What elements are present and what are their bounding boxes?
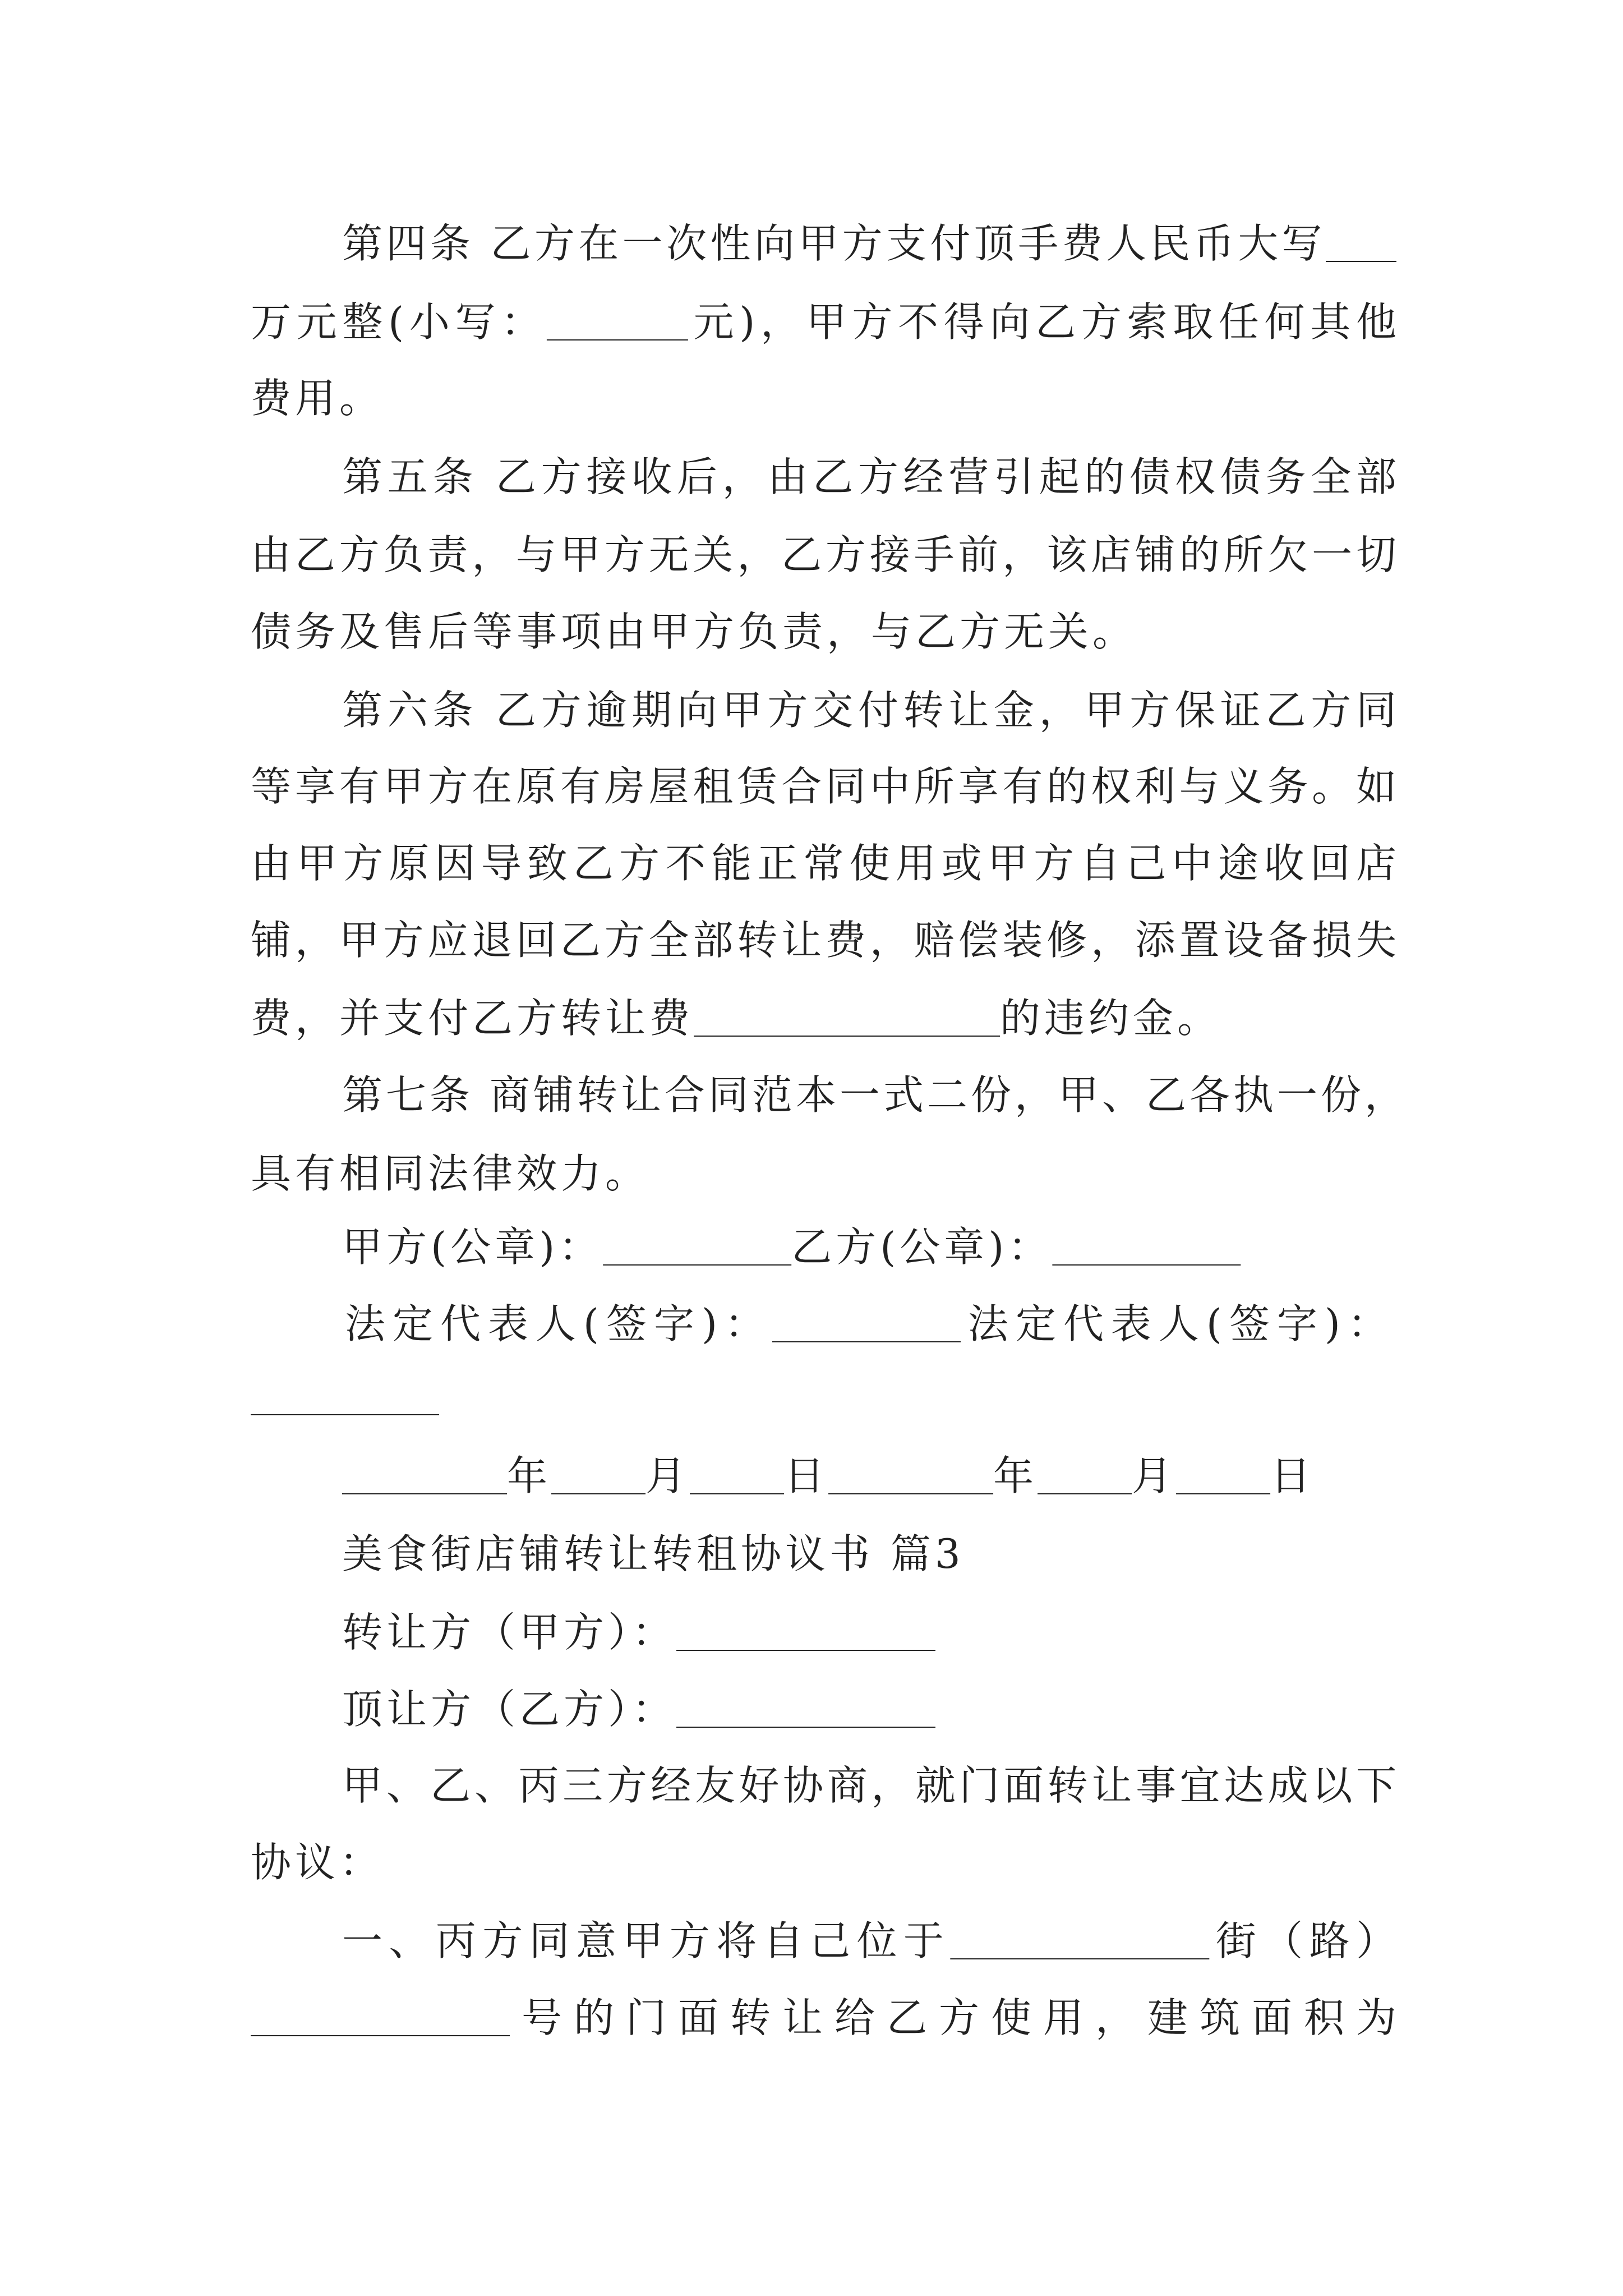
date-line: 年 月 日 年 月 日 [342,1451,1315,1501]
blank-field [342,1452,507,1499]
blank-field [603,1223,791,1271]
blank-field [1176,1452,1270,1499]
clause-6-line: 费，并支付乙方转让费 的违约金。 [251,995,1222,1042]
blank-field [547,298,688,346]
blank-field [676,1686,935,1733]
blank-field [1052,1223,1241,1271]
blank-field [251,1994,510,2041]
clause-6-line: 第六条 乙方逾期向甲方交付转让金，甲方保证乙方同 [342,687,1396,734]
blank-field [690,1452,784,1499]
representative-signature-line: 法定代表人(签字)： 法定代表人(签字)： [345,1300,1388,1347]
item-1-line: 一、丙方同意甲方将自己位于 街（路） [342,1917,1396,1964]
blank-field [694,995,1000,1042]
blank-field [676,1609,935,1656]
blank-field [1038,1452,1132,1499]
preamble-line: 协议： [251,1839,384,1886]
blank-field [551,1452,645,1499]
blank-field [950,1917,1209,1964]
clause-4-line: 费用。 [251,375,384,422]
clause-6-line: 等享有甲方在原有房屋租赁合同中所享有的权利与义务。如 [251,763,1396,810]
transferor-line: 转让方（甲方）： [342,1607,935,1658]
blank-field [772,1300,961,1347]
clause-5-line: 债务及售后等事项由甲方负责，与乙方无关。 [251,608,1137,655]
blank-field [1326,220,1396,267]
item-1-line: 号的门面转让给乙方使用，建筑面积为 [251,1993,1396,2043]
clause-7-line: 第七条 商铺转让合同范本一式二份，甲、乙各执一份， [342,1071,1405,1119]
preamble-line: 甲、乙、丙三方经友好协商，就门面转让事宜达成以下 [342,1762,1396,1809]
clause-5-line: 由乙方负责，与甲方无关，乙方接手前，该店铺的所欠一切 [251,531,1396,578]
clause-6-line: 由甲方原因导致乙方不能正常使用或甲方自己中途收回店 [251,840,1396,887]
transferee-line: 顶让方（乙方）： [342,1684,935,1734]
clause-5-line: 第五条 乙方接收后，由乙方经营引起的债权债务全部 [342,453,1396,500]
representative-signature-blank [251,1372,439,1422]
clause-4-line: 万元整(小写： 元)，甲方不得向乙方索取任何其他 [251,298,1396,346]
clause-7-line: 具有相同法律效力。 [251,1150,650,1197]
blank-field [251,1373,439,1420]
clause-6-line: 铺，甲方应退回乙方全部转让费，赔偿装修，添置设备损失 [251,917,1396,964]
blank-field [828,1452,993,1499]
clause-4-line: 第四条 乙方在一次性向甲方支付顶手费人民币大写 [342,218,1396,269]
agreement-title: 美食街店铺转让转租协议书 篇3 [342,1530,965,1577]
seal-signature-line: 甲方(公章)： 乙方(公章)： [342,1222,1241,1272]
